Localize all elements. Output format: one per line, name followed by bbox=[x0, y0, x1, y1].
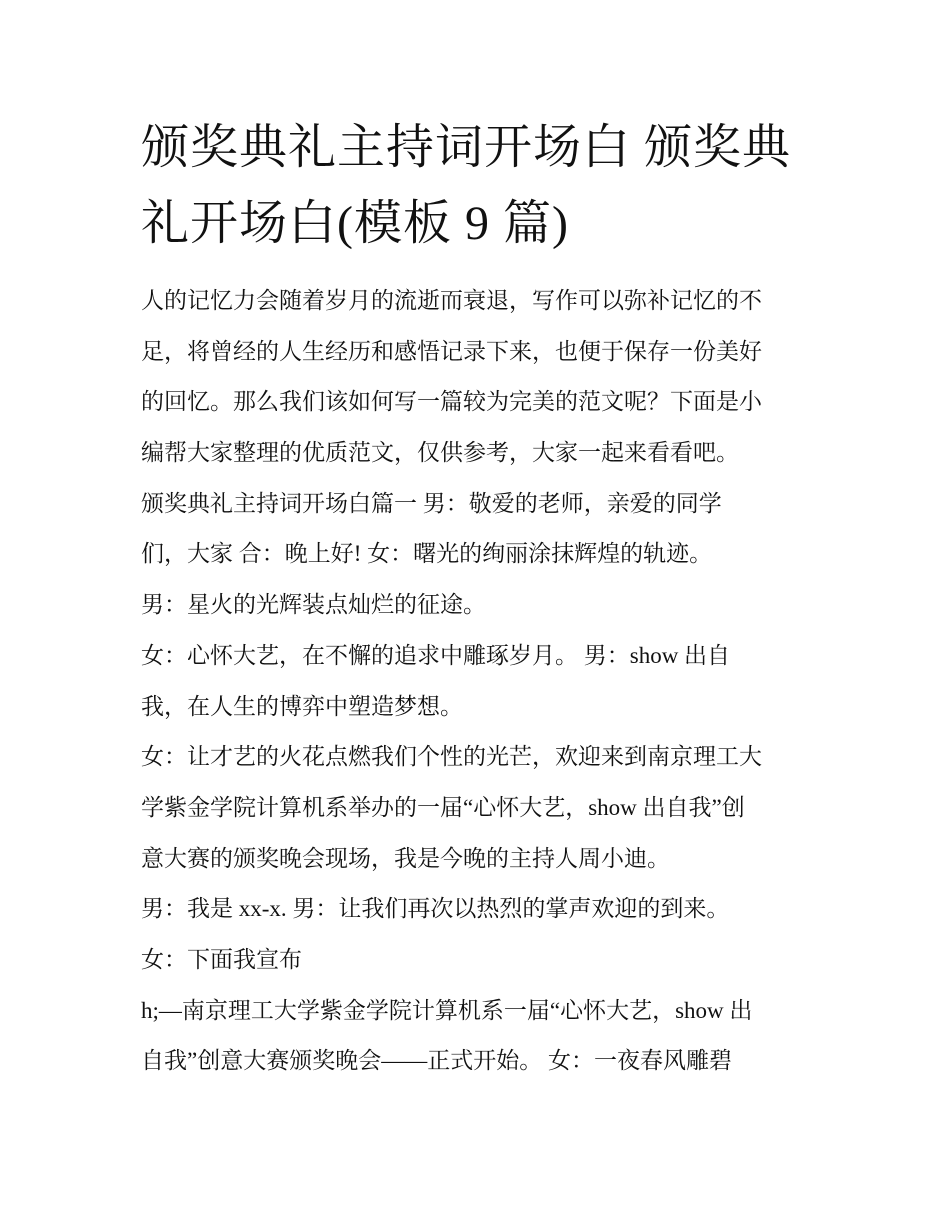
body-line: 的回忆。那么我们该如何写一篇较为完美的范文呢？下面是小 bbox=[141, 389, 762, 415]
body-line: 们，大家 合：晚上好! 女：曙光的绚丽涂抹辉煌的轨迹。 bbox=[141, 541, 713, 567]
title-line-1: 颁奖典礼主持词开场白 颁奖典 bbox=[141, 121, 792, 174]
body-line: 人的记忆力会随着岁月的流逝而衰退，写作可以弥补记忆的不 bbox=[141, 288, 762, 313]
body-line: 自我”创意大赛颁奖晚会——正式开始。 女：一夜春风雕碧 bbox=[141, 1048, 732, 1074]
body-line: h;—南京理工大学紫金学院计算机系一届“心怀大艺，show 出 bbox=[141, 997, 753, 1023]
body-line: 我，在人生的博弈中塑造梦想。 bbox=[141, 693, 463, 719]
body-line: 女：心怀大艺，在不懈的追求中雕琢岁月。 男：show 出自 bbox=[141, 642, 731, 668]
document-body bbox=[141, 276, 831, 1087]
body-line: 编帮大家整理的优质范文，仅供参考，大家一起来看看吧。 bbox=[141, 440, 739, 466]
body-line: 女：让才艺的火花点燃我们个性的光芒，欢迎来到南京理工大 bbox=[141, 744, 762, 770]
body-line: 男：我是 xx-x. 男：让我们再次以热烈的掌声欢迎的到来。 bbox=[141, 896, 730, 922]
title-line-2: 礼开场白(模板 9 篇) bbox=[141, 197, 569, 250]
body-line: 意大赛的颁奖晚会现场，我是今晚的主持人周小迪。 bbox=[141, 845, 670, 871]
body-line: 男：星火的光辉装点灿烂的征途。 bbox=[141, 592, 486, 618]
body-line: 足，将曾经的人生经历和感悟记录下来，也便于保存一份美好 bbox=[141, 338, 762, 364]
body-line: 女：下面我宣布 bbox=[141, 946, 302, 972]
body-line: 颁奖典礼主持词开场白篇一 男：敬爱的老师，亲爱的同学 bbox=[141, 490, 722, 516]
body-line: 学紫金学院计算机系举办的一届“心怀大艺，show 出自我”创 bbox=[141, 794, 745, 820]
document-title bbox=[141, 110, 831, 262]
